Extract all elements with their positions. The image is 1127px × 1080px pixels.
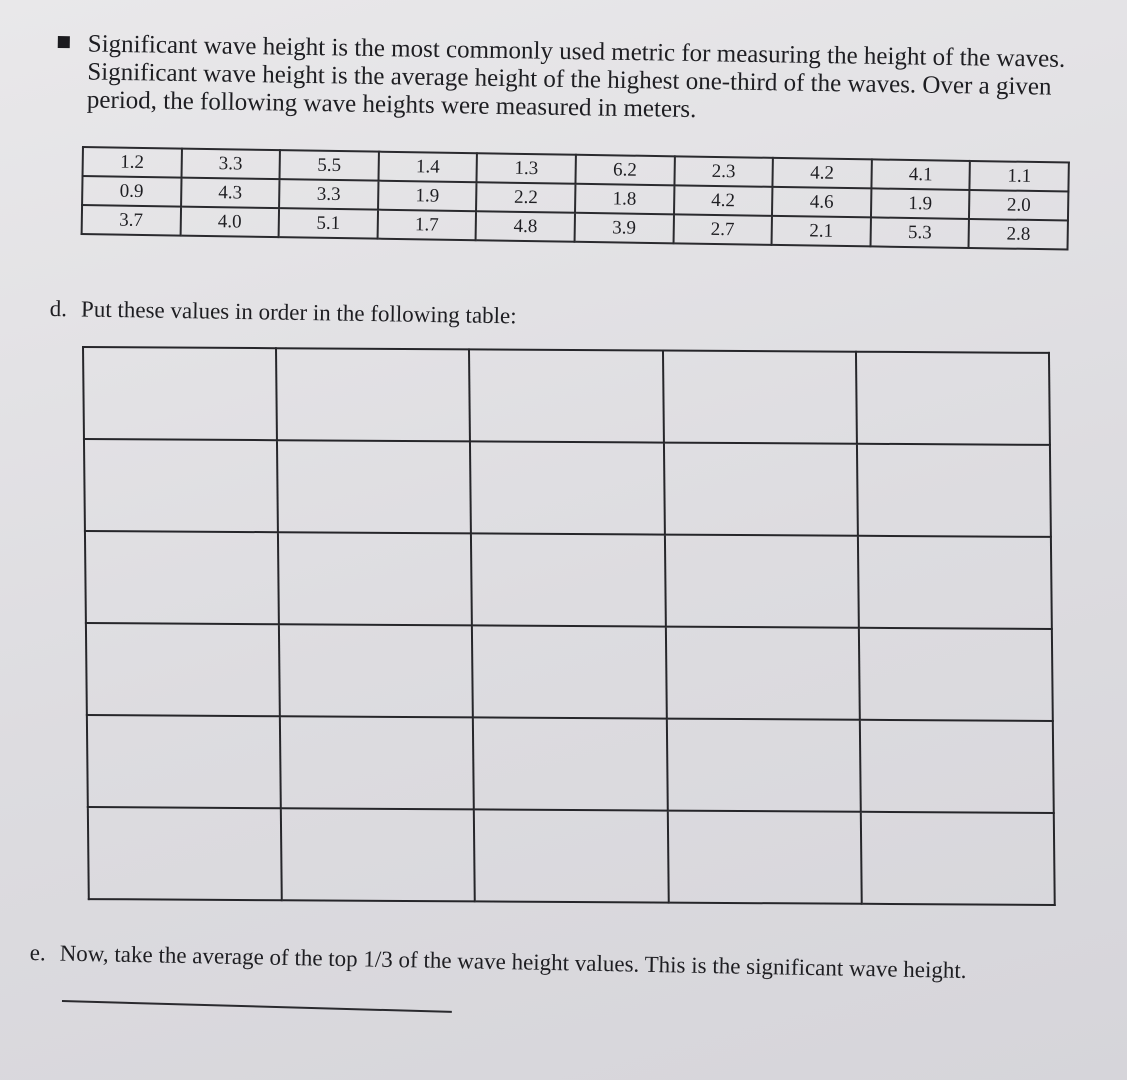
table-cell: 4.8 [476,211,575,242]
grid-cell[interactable] [663,351,857,444]
grid-cell[interactable] [277,440,471,533]
table-cell: 1.8 [575,184,674,215]
grid-row [84,439,1051,537]
question-e-label: e. [29,940,46,966]
question-e-text: Now, take the average of the top 1/3 of the wave height values. This is the significant wave height. [59,940,967,983]
table-cell: 1.9 [871,188,970,219]
grid-cell[interactable] [858,536,1052,629]
grid-cell[interactable] [860,720,1054,813]
grid-cell[interactable] [87,715,281,808]
table-cell: 2.7 [673,214,772,245]
table-cell: 3.3 [181,149,280,180]
grid-row [85,531,1052,629]
grid-cell[interactable] [470,441,664,534]
intro-paragraph [57,30,1108,130]
table-cell: 1.3 [477,153,576,184]
grid-cell[interactable] [664,443,858,536]
grid-cell[interactable] [281,808,475,901]
table-cell: 1.1 [970,161,1069,192]
table-cell: 2.1 [772,216,871,247]
table-cell: 3.9 [575,213,674,244]
grid-cell[interactable] [857,444,1051,537]
table-cell: 5.5 [280,150,379,181]
table-cell: 3.3 [279,179,378,210]
grid-cell[interactable] [471,533,665,626]
grid-row [83,347,1050,445]
grid-cell[interactable] [276,348,470,441]
grid-cell[interactable] [278,532,472,625]
table-cell: 1.7 [377,210,476,241]
grid-cell[interactable] [469,349,663,442]
grid-row [86,623,1053,721]
table-cell: 4.1 [871,159,970,190]
question-d [50,296,517,329]
table-cell: 5.3 [870,217,969,248]
grid-cell[interactable] [472,625,666,718]
table-cell: 3.7 [82,205,181,236]
table-cell: 5.1 [279,208,378,239]
grid-row [87,715,1054,813]
grid-cell[interactable] [856,352,1050,445]
grid-cell[interactable] [84,439,278,532]
grid-cell[interactable] [667,811,861,904]
grid-row [88,807,1055,905]
table-cell: 2.2 [476,182,575,213]
table-cell: 0.9 [82,176,181,207]
grid-cell[interactable] [666,719,860,812]
table-cell: 1.9 [378,181,477,212]
table-cell: 2.3 [674,156,773,187]
bullet-icon [58,36,70,48]
table-cell: 6.2 [575,155,674,186]
grid-cell[interactable] [473,717,667,810]
table-cell: 1.2 [83,147,182,178]
grid-cell[interactable] [474,809,668,902]
grid-cell[interactable] [665,627,859,720]
question-e [30,940,967,984]
answer-line[interactable] [62,1000,452,1013]
intro-text: Significant wave height is the most commonly used metric for measuring the height of the waves. Significant wave height is the average height of the highest one-third of the waves. Over a given period, the following wave heights were measured in meters. [86,30,1066,124]
grid-cell[interactable] [859,628,1053,721]
table-cell: 4.3 [181,178,280,209]
table-cell: 4.2 [773,158,872,189]
grid-cell[interactable] [83,347,277,440]
question-d-text: Put these values in order in the following table: [80,296,517,329]
grid-cell[interactable] [85,531,279,624]
question-d-label: d. [49,296,68,322]
table-cell: 4.0 [180,207,279,238]
table-cell: 4.2 [674,185,773,216]
grid-cell[interactable] [861,812,1055,905]
ordering-grid [82,346,1056,906]
grid-cell[interactable] [280,716,474,809]
grid-cell[interactable] [88,807,282,900]
grid-cell[interactable] [279,624,473,717]
grid-cell[interactable] [86,623,280,716]
wave-height-table [81,146,1070,251]
table-cell: 2.0 [969,190,1068,221]
table-cell: 2.8 [969,219,1068,250]
table-cell: 4.6 [772,187,871,218]
grid-cell[interactable] [664,535,858,628]
table-cell: 1.4 [378,152,477,183]
